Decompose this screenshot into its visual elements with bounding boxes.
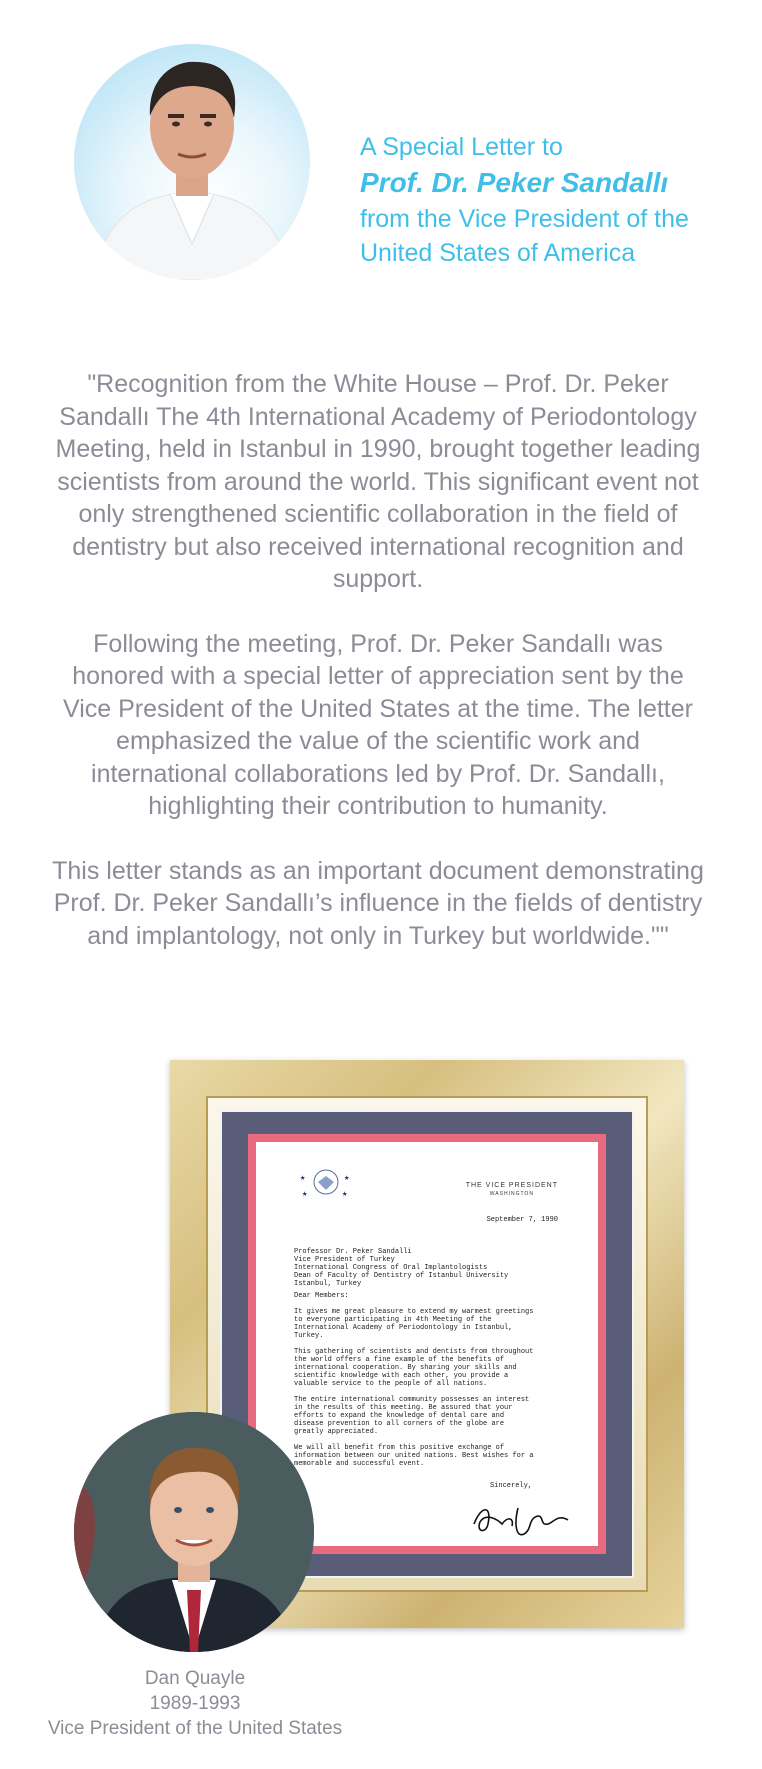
letter-paragraph-3: The entire international community possesses an interest in the results of this meeting. Be assured that your efforts to expand the knowledge of dental care and disease prevention to all corners of the globe are greatly appreciated. [294,1396,530,1436]
body-paragraph-3: This letter stands as an important document demonstrating Prof. Dr. Peker Sandallı’s influence in the fields of dentistry and implantology, not only in Turkey but worldwide."" [52,856,704,950]
header-line-4: United States of America [360,239,636,267]
header-line-1: A Special Letter to [360,133,563,161]
vp-portrait-illustration [74,1412,314,1652]
letter-body [294,1292,534,1476]
letter-closing: Sincerely, [489,1482,532,1490]
doctor-portrait-illustration [74,44,310,280]
letter-paragraph-2: This gathering of scientists and dentists from throughout the world offers a fine example of the benefits of international cooperation. By sharing your skills and scientific knowledge with each other, you provide a valuable service to the people of all nations. [294,1348,534,1388]
caption-years: 1989-1993 [149,1693,241,1714]
body-paragraph-1: "Recognition from the White House – Prof. Dr. Peker Sandallı The 4th International Academy of Periodontology Meeting, held in Istanbul in 1990, brought together leading scientists from around the world. This significant event not only strengthened scientific collaboration in the field of dentistry but also received international recognition and support. [55,370,701,593]
portrait-dan-quayle [74,1412,314,1652]
letter-paragraph-4: We will all benefit from this positive exchange of information between our united nations. Best wishes for a memorable and successful event. [294,1444,534,1468]
letterhead-title: THE VICE PRESIDENT [465,1182,558,1189]
svg-text:★: ★ [344,1173,350,1183]
letter-paper [256,1142,598,1546]
letter-address: Professor Dr. Peker Sandalli Vice President of Turkey International Congress of Oral Implantologists Dean of Faculty of Dentistry of Istanbul University Istanbul, Turkey [294,1248,509,1288]
letter-paragraph-1: It gives me great pleasure to extend my warmest greetings to everyone participating in 4th Meeting of the International Academy of Periodontology in Istanbul, Turkey. [294,1308,534,1340]
letterhead [466,1182,558,1198]
body-text [48,368,708,984]
caption-name: Dan Quayle [144,1668,246,1689]
body-paragraph-2: Following the meeting, Prof. Dr. Peker Sandallı was honored with a special letter of appreciation sent by the Vice President of the United States at the time. The letter emphasized the value of the scientific work and international collaborations led by Prof. Dr. Sandallı, highlighting their contribution to humanity. [63,629,693,820]
svg-text:★: ★ [302,1189,308,1199]
svg-text:★: ★ [300,1173,306,1183]
signature-icon [468,1494,578,1540]
header-title [360,130,750,270]
letter-salutation: Dear Members: [294,1292,349,1300]
vice-president-seal-icon [296,1166,356,1200]
letter-date: September 7, 1990 [486,1216,558,1224]
caption-role: Vice President of the United States [47,1718,343,1739]
letterhead-subtitle: WASHINGTON [489,1191,534,1197]
svg-text:★: ★ [342,1189,348,1199]
header-line-3: from the Vice President of the [360,205,689,233]
header-name: Prof. Dr. Peker Sandallı [360,167,669,198]
portrait-peker-sandalli [74,44,310,280]
vp-caption [20,1666,370,1741]
